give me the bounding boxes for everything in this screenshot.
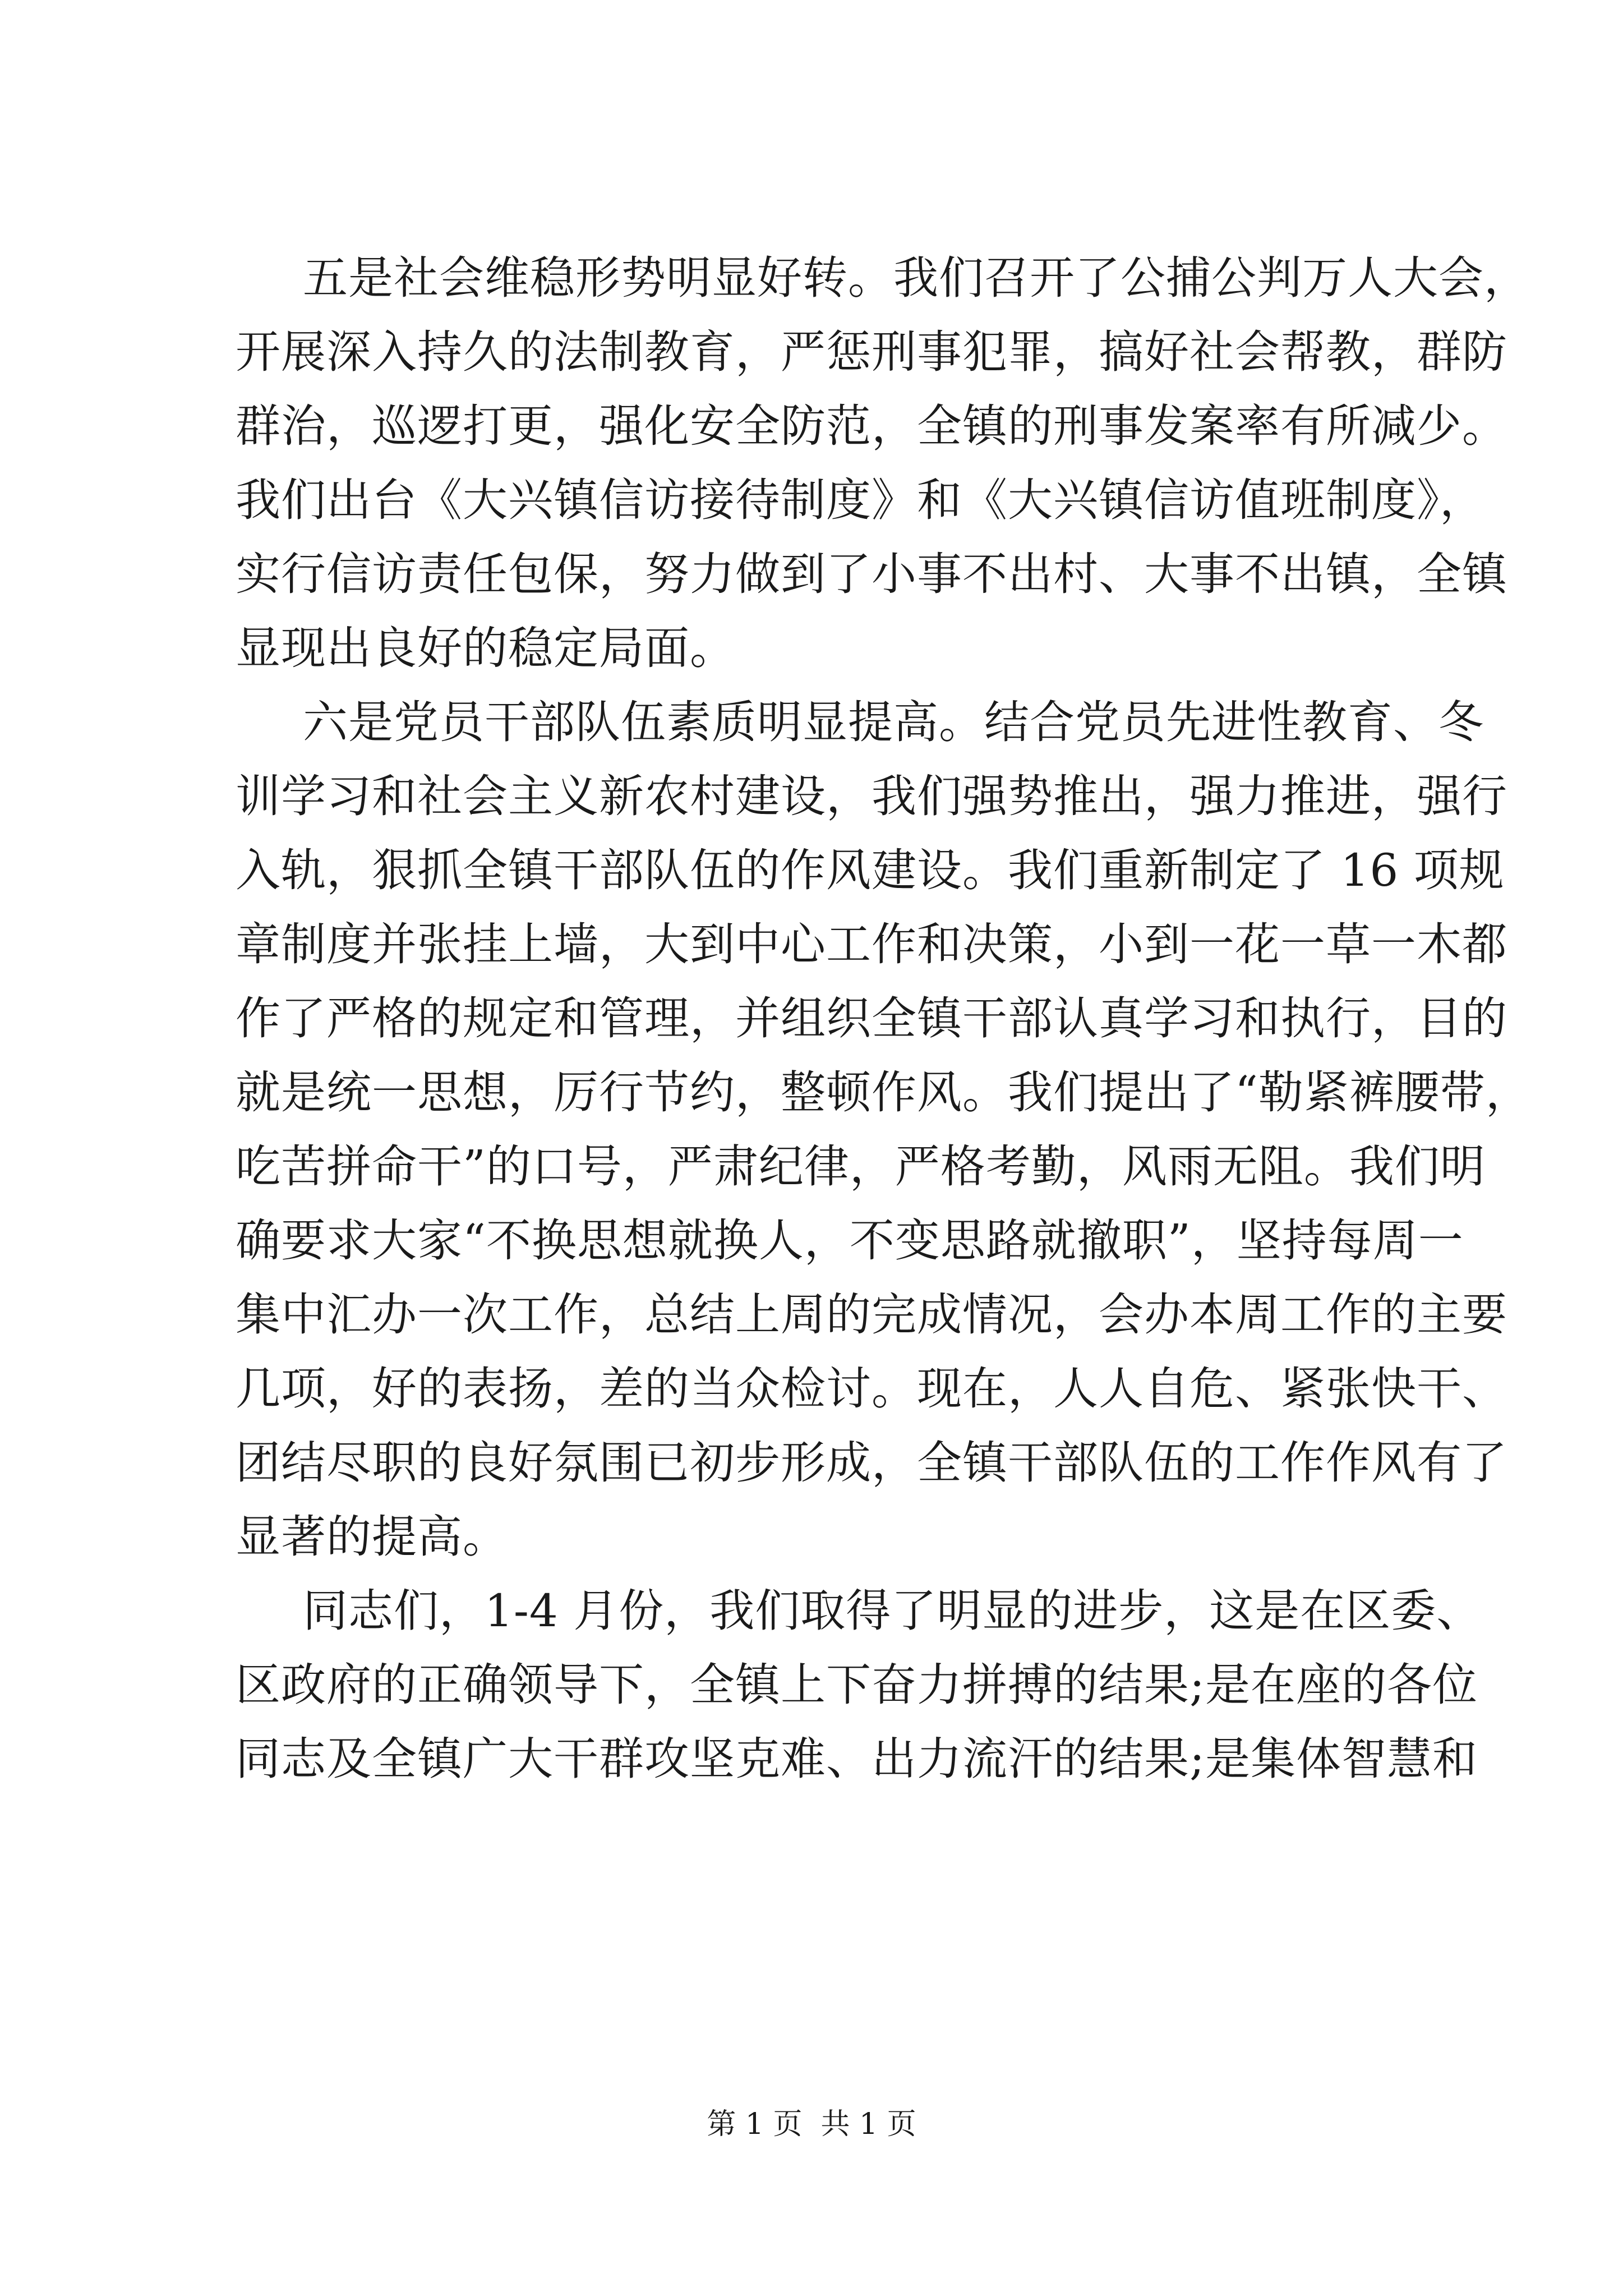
page-footer: 第 1 页 共 1 页 [707, 2108, 916, 2141]
text-line: 训学习和社会主义新农村建设，我们强势推出，强力推进，强行 [236, 770, 1507, 822]
paragraph-comrades [236, 1574, 1482, 1796]
text-line: 开展深入持久的法制教育，严惩刑事犯罪，搞好社会帮教，群防 [236, 326, 1507, 378]
text-line: 五是社会维稳形势明显好转。我们召开了公捕公判万人大会， [303, 252, 1529, 304]
text-line: 同志们，1-4 月份，我们取得了明显的进步，这是在区委、 [303, 1585, 1482, 1637]
text-line: 作了严格的规定和管理，并组织全镇干部认真学习和执行，目的 [236, 992, 1507, 1045]
paragraph-cadre-quality [236, 685, 1531, 1574]
text-line: 几项，好的表扬，差的当众检讨。现在，人人自危、紧张快干、 [236, 1363, 1507, 1415]
text-line: 实行信访责任包保，努力做到了小事不出村、大事不出镇，全镇 [236, 548, 1507, 600]
text-line: 就是统一思想，厉行节约，整顿作风。我们提出了“勒紧裤腰带， [236, 1066, 1531, 1119]
text-line: 我们出台《大兴镇信访接待制度》和《大兴镇信访值班制度》， [236, 474, 1485, 526]
text-line: 确要求大家“不换思想就换人，不变思路就撤职”，坚持每周一 [236, 1214, 1464, 1267]
text-line: 显著的提高。 [236, 1511, 508, 1563]
text-line: 章制度并张挂上墙，大到中心工作和决策，小到一花一草一木都 [236, 918, 1507, 970]
text-line: 群治，巡逻打更，强化安全防范，全镇的刑事发案率有所减少。 [236, 400, 1507, 452]
text-line: 团结尽职的良好氛围已初步形成，全镇干部队伍的工作作风有了 [236, 1437, 1507, 1489]
text-line: 区政府的正确领导下，全镇上下奋力拼搏的结果;是在座的各位 [236, 1659, 1478, 1711]
text-line: 集中汇办一次工作，总结上周的完成情况，会办本周工作的主要 [236, 1289, 1507, 1341]
text-line: 入轨，狠抓全镇干部队伍的作风建设。我们重新制定了 16 项规 [236, 844, 1505, 896]
text-line: 吃苦拼命干”的口号，严肃纪律，严格考勤，风雨无阻。我们明 [236, 1140, 1486, 1193]
document-body [236, 241, 1531, 1796]
text-line: 同志及全镇广大干群攻坚克难、出力流汗的结果;是集体智慧和 [236, 1733, 1478, 1785]
text-line: 显现出良好的稳定局面。 [236, 622, 735, 674]
text-line: 六是党员干部队伍素质明显提高。结合党员先进性教育、冬 [303, 696, 1484, 748]
paragraph-social-stability [236, 241, 1529, 685]
